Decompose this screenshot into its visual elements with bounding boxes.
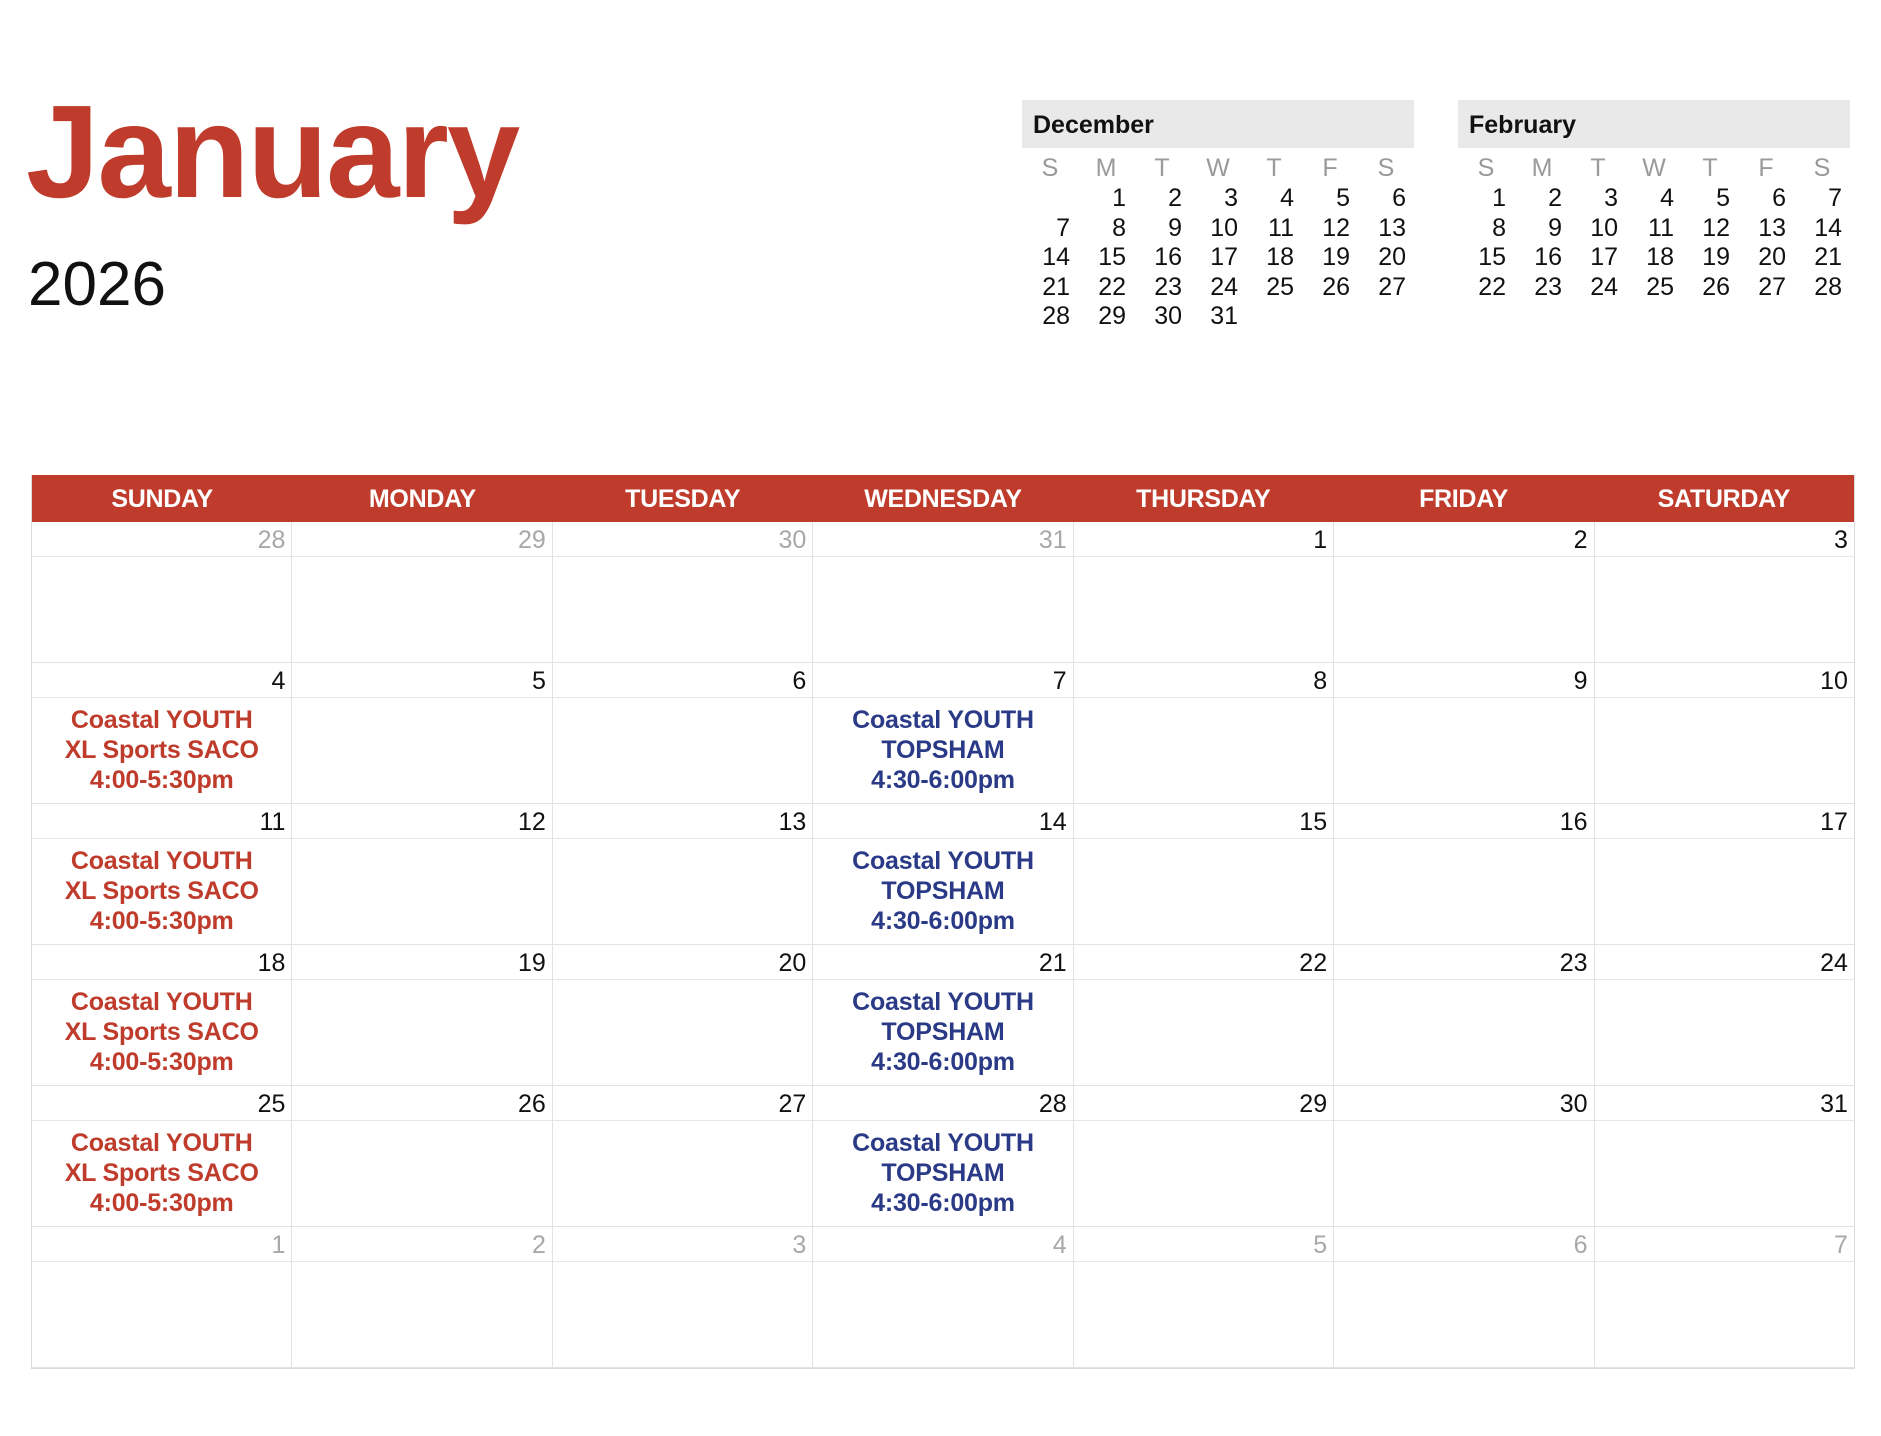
mini-day[interactable]: 27 <box>1758 272 1786 301</box>
mini-weekday-label: S <box>1477 154 1495 182</box>
event-entry[interactable] <box>813 698 1072 795</box>
mini-day[interactable]: 28 <box>1814 272 1842 301</box>
event-line: 4:30-6:00pm <box>871 1189 1015 1217</box>
day-cell[interactable] <box>292 1227 552 1368</box>
event-entry[interactable] <box>813 1121 1072 1218</box>
mini-day[interactable]: 3 <box>1224 184 1238 212</box>
event-line: XL Sports SACO <box>64 1018 259 1046</box>
week-row <box>32 1086 1854 1227</box>
day-cell[interactable] <box>1074 1227 1334 1368</box>
event-line: 4:00-5:30pm <box>89 1189 234 1217</box>
day-number: 25 <box>32 1086 291 1121</box>
event-line: 4:30-6:00pm <box>871 1048 1015 1076</box>
day-number: 3 <box>553 1227 812 1262</box>
mini-week-row <box>1022 273 1414 303</box>
week-row <box>32 945 1854 1086</box>
day-number: 4 <box>813 1227 1072 1262</box>
event-line: 4:00-5:30pm <box>89 766 234 794</box>
mini-day[interactable]: 8 <box>1112 213 1126 242</box>
mini-week-row <box>1022 243 1414 273</box>
mini-day[interactable]: 24 <box>1210 272 1238 301</box>
day-cell[interactable] <box>813 945 1073 1086</box>
day-cell[interactable] <box>292 804 552 945</box>
mini-day[interactable]: 14 <box>1042 243 1070 271</box>
mini-day[interactable]: 27 <box>1378 272 1406 301</box>
mini-day[interactable]: 5 <box>1716 184 1730 212</box>
day-cell[interactable] <box>553 522 813 663</box>
month-grid <box>31 475 1855 1369</box>
day-number: 15 <box>1074 804 1333 839</box>
weekday-label: SATURDAY <box>1657 485 1790 513</box>
mini-day[interactable]: 11 <box>1268 213 1294 242</box>
day-cell[interactable] <box>1074 945 1334 1086</box>
day-cell[interactable] <box>1595 663 1854 804</box>
day-number: 21 <box>813 945 1072 980</box>
event-entry[interactable] <box>32 698 291 795</box>
day-cell[interactable] <box>1595 804 1854 945</box>
day-cell[interactable] <box>32 663 292 804</box>
day-cell[interactable] <box>813 804 1073 945</box>
mini-weekday-row <box>1022 152 1414 184</box>
mini-day[interactable]: 3 <box>1604 184 1618 212</box>
mini-day[interactable]: 28 <box>1042 302 1070 330</box>
day-cell[interactable] <box>553 945 813 1086</box>
day-number: 29 <box>292 522 551 557</box>
day-cell[interactable] <box>1595 1227 1854 1368</box>
day-number: 26 <box>292 1086 551 1121</box>
month-title: January <box>26 78 519 225</box>
event-entry[interactable] <box>32 980 291 1077</box>
mini-week-row <box>1022 214 1414 244</box>
day-number: 30 <box>1334 1086 1593 1121</box>
day-number: 7 <box>813 663 1072 698</box>
mini-day[interactable]: 9 <box>1168 213 1182 242</box>
weekday-header <box>32 475 1854 522</box>
event-entry[interactable] <box>813 980 1072 1077</box>
day-number: 5 <box>1074 1227 1333 1262</box>
event-line: TOPSHAM <box>881 1018 1005 1046</box>
mini-day[interactable]: 20 <box>1378 243 1406 271</box>
mini-calendar-title: February <box>1458 100 1850 148</box>
event-line: XL Sports SACO <box>64 1159 259 1187</box>
mini-weekday-label: T <box>1590 154 1606 182</box>
day-cell[interactable] <box>1595 945 1854 1086</box>
event-line: XL Sports SACO <box>64 877 259 905</box>
weekday-label: MONDAY <box>368 485 476 513</box>
event-line: Coastal YOUTH <box>852 988 1034 1016</box>
day-number: 31 <box>1595 1086 1854 1121</box>
event-line: Coastal YOUTH <box>70 706 253 734</box>
event-line: Coastal YOUTH <box>70 988 253 1016</box>
day-cell[interactable] <box>1074 1086 1334 1227</box>
day-number: 9 <box>1334 663 1593 698</box>
day-number: 18 <box>32 945 291 980</box>
mini-week-row <box>1458 243 1850 273</box>
mini-day[interactable]: 8 <box>1492 213 1506 242</box>
mini-weekday-label: T <box>1702 154 1718 182</box>
day-cell[interactable] <box>1074 663 1334 804</box>
mini-week-row <box>1458 184 1850 214</box>
day-cell[interactable] <box>1334 1227 1594 1368</box>
day-cell[interactable] <box>1595 1086 1854 1227</box>
day-number: 28 <box>32 522 291 557</box>
mini-day[interactable]: 10 <box>1590 213 1618 242</box>
mini-day[interactable]: 29 <box>1098 302 1126 330</box>
day-number: 19 <box>292 945 551 980</box>
day-cell[interactable] <box>32 945 292 1086</box>
mini-day[interactable]: 1 <box>1112 184 1126 212</box>
mini-day[interactable]: 1 <box>1492 184 1506 212</box>
day-number: 10 <box>1595 663 1854 698</box>
mini-day[interactable]: 4 <box>1280 184 1294 212</box>
event-line: 4:30-6:00pm <box>871 907 1015 935</box>
mini-weekday-label: F <box>1758 154 1774 182</box>
day-number: 30 <box>553 522 812 557</box>
day-cell[interactable] <box>32 804 292 945</box>
day-cell[interactable] <box>292 1086 552 1227</box>
weekday-label: THURSDAY <box>1136 485 1271 513</box>
mini-day[interactable]: 17 <box>1590 243 1618 271</box>
event-line: 4:30-6:00pm <box>871 766 1015 794</box>
mini-week-row <box>1022 302 1414 332</box>
event-line: Coastal YOUTH <box>70 847 253 875</box>
mini-day[interactable]: 24 <box>1590 272 1618 301</box>
day-number: 24 <box>1595 945 1854 980</box>
day-number: 17 <box>1595 804 1854 839</box>
mini-day[interactable]: 19 <box>1322 243 1350 271</box>
event-entry[interactable] <box>32 1121 291 1218</box>
mini-day[interactable]: 25 <box>1266 272 1294 301</box>
day-number: 6 <box>1334 1227 1593 1262</box>
day-cell[interactable] <box>1334 945 1594 1086</box>
event-line: TOPSHAM <box>881 877 1005 905</box>
day-number: 14 <box>813 804 1072 839</box>
mini-calendar-december <box>1022 100 1414 332</box>
day-cell[interactable] <box>813 522 1073 663</box>
mini-day[interactable]: 6 <box>1392 184 1406 212</box>
mini-weekday-label: S <box>1813 154 1831 182</box>
day-cell[interactable] <box>1595 522 1854 663</box>
mini-day[interactable]: 7 <box>1056 213 1070 242</box>
mini-day[interactable]: 22 <box>1098 272 1126 301</box>
day-cell[interactable] <box>1334 804 1594 945</box>
year-label: 2026 <box>28 250 166 319</box>
week-row <box>32 522 1854 663</box>
day-number: 12 <box>292 804 551 839</box>
event-entry[interactable] <box>813 839 1072 936</box>
mini-day[interactable]: 7 <box>1828 184 1842 212</box>
mini-day[interactable]: 25 <box>1646 272 1674 301</box>
event-line: 4:00-5:30pm <box>89 1048 234 1076</box>
day-number: 28 <box>813 1086 1072 1121</box>
mini-day[interactable] <box>1302 302 1358 332</box>
mini-day[interactable]: 16 <box>1534 243 1562 271</box>
day-cell[interactable] <box>813 1086 1073 1227</box>
day-number: 22 <box>1074 945 1333 980</box>
mini-calendar-title: December <box>1022 100 1414 148</box>
event-line: XL Sports SACO <box>64 736 259 764</box>
event-entry[interactable] <box>32 839 291 936</box>
day-number: 29 <box>1074 1086 1333 1121</box>
mini-week-row <box>1458 273 1850 303</box>
mini-day[interactable]: 12 <box>1702 213 1730 242</box>
mini-day[interactable]: 11 <box>1648 213 1674 242</box>
day-cell[interactable] <box>553 663 813 804</box>
day-cell[interactable] <box>292 945 552 1086</box>
day-number: 31 <box>813 522 1072 557</box>
mini-day[interactable]: 22 <box>1478 272 1506 301</box>
mini-day[interactable]: 6 <box>1772 184 1786 212</box>
mini-week-row <box>1458 214 1850 244</box>
mini-day[interactable]: 17 <box>1210 243 1238 271</box>
day-cell[interactable] <box>32 522 292 663</box>
grid-body <box>32 522 1854 1368</box>
event-line: Coastal YOUTH <box>852 847 1034 875</box>
mini-day[interactable]: 12 <box>1322 213 1350 242</box>
day-number: 27 <box>553 1086 812 1121</box>
mini-day[interactable]: 23 <box>1534 272 1562 301</box>
event-line: TOPSHAM <box>881 1159 1005 1187</box>
mini-day[interactable]: 18 <box>1266 243 1294 271</box>
mini-weekday-row <box>1458 152 1850 184</box>
weekday-label: SUNDAY <box>111 485 213 513</box>
day-number: 2 <box>292 1227 551 1262</box>
event-line: Coastal YOUTH <box>852 1129 1034 1157</box>
mini-day[interactable]: 18 <box>1646 243 1674 271</box>
day-number: 23 <box>1334 945 1593 980</box>
day-number: 20 <box>553 945 812 980</box>
day-cell[interactable] <box>1334 522 1594 663</box>
mini-day[interactable]: 16 <box>1154 243 1182 271</box>
day-number: 7 <box>1595 1227 1854 1262</box>
mini-weekday-label: M <box>1095 154 1117 182</box>
day-number: 4 <box>32 663 291 698</box>
weekday-label: WEDNESDAY <box>864 485 1022 513</box>
mini-day[interactable]: 10 <box>1210 213 1238 242</box>
mini-week-row <box>1022 184 1414 214</box>
mini-day[interactable]: 26 <box>1702 272 1730 301</box>
mini-day[interactable] <box>1022 184 1078 214</box>
mini-weekday-label: T <box>1266 154 1282 182</box>
mini-day[interactable]: 2 <box>1548 184 1562 212</box>
day-number: 3 <box>1595 522 1854 557</box>
mini-day[interactable]: 15 <box>1098 243 1126 271</box>
weekday-label: TUESDAY <box>625 485 741 513</box>
mini-weekday-label: M <box>1531 154 1553 182</box>
day-number: 6 <box>553 663 812 698</box>
event-line: 4:00-5:30pm <box>89 907 234 935</box>
mini-weekday-label: S <box>1377 154 1395 182</box>
event-line: Coastal YOUTH <box>852 706 1034 734</box>
mini-day[interactable]: 13 <box>1378 213 1406 242</box>
mini-day[interactable]: 31 <box>1210 302 1238 330</box>
day-cell[interactable] <box>1074 522 1334 663</box>
mini-day[interactable]: 26 <box>1322 272 1350 301</box>
mini-day[interactable]: 21 <box>1042 272 1070 301</box>
day-cell[interactable] <box>813 1227 1073 1368</box>
day-number: 2 <box>1334 522 1593 557</box>
event-line: Coastal YOUTH <box>70 1129 253 1157</box>
day-cell[interactable] <box>32 1227 292 1368</box>
mini-day[interactable]: 13 <box>1758 213 1786 242</box>
day-cell[interactable] <box>32 1086 292 1227</box>
week-row <box>32 1227 1854 1368</box>
mini-day[interactable]: 9 <box>1548 213 1562 242</box>
mini-weekday-label: S <box>1041 154 1059 182</box>
mini-day[interactable] <box>1358 302 1414 332</box>
week-row <box>32 804 1854 945</box>
mini-day[interactable]: 15 <box>1478 243 1506 271</box>
day-cell[interactable] <box>553 1086 813 1227</box>
day-cell[interactable] <box>1074 804 1334 945</box>
day-cell[interactable] <box>813 663 1073 804</box>
mini-day[interactable]: 4 <box>1660 184 1674 212</box>
mini-calendar-february <box>1458 100 1850 302</box>
mini-day[interactable]: 14 <box>1814 213 1842 242</box>
day-number: 5 <box>292 663 551 698</box>
mini-weekday-label: W <box>1642 154 1666 182</box>
event-line: TOPSHAM <box>881 736 1005 764</box>
mini-weekday-label: T <box>1154 154 1170 182</box>
mini-day[interactable]: 5 <box>1336 184 1350 212</box>
day-cell[interactable] <box>553 1227 813 1368</box>
day-number: 16 <box>1334 804 1593 839</box>
day-cell[interactable] <box>292 663 552 804</box>
mini-day[interactable]: 19 <box>1702 243 1730 271</box>
mini-day[interactable]: 30 <box>1154 302 1182 330</box>
mini-weekday-label: W <box>1206 154 1230 182</box>
mini-weekday-label: F <box>1322 154 1338 182</box>
mini-day[interactable] <box>1246 302 1302 332</box>
week-row <box>32 663 1854 804</box>
day-cell[interactable] <box>1334 1086 1594 1227</box>
mini-day[interactable]: 2 <box>1168 184 1182 212</box>
day-cell[interactable] <box>1334 663 1594 804</box>
day-number: 8 <box>1074 663 1333 698</box>
day-cell[interactable] <box>292 522 552 663</box>
day-cell[interactable] <box>553 804 813 945</box>
mini-day[interactable]: 20 <box>1758 243 1786 271</box>
day-number: 13 <box>553 804 812 839</box>
weekday-label: FRIDAY <box>1419 485 1509 513</box>
day-number: 11 <box>32 804 291 839</box>
mini-day[interactable]: 21 <box>1814 243 1842 271</box>
day-number: 1 <box>1074 522 1333 557</box>
mini-day[interactable]: 23 <box>1154 272 1182 301</box>
day-number: 1 <box>32 1227 291 1262</box>
